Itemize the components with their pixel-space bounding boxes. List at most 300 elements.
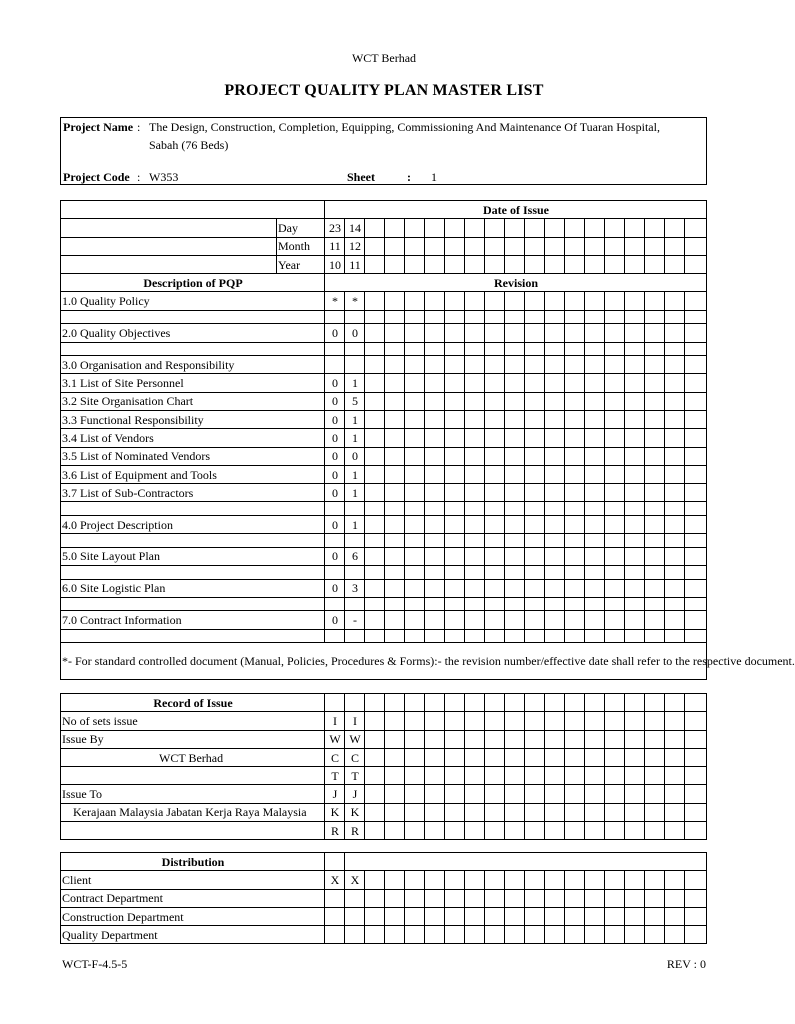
revision-cell (405, 310, 425, 324)
revision-cell (645, 342, 665, 356)
project-code-label: Project Code (63, 170, 130, 184)
revision-cell (685, 767, 707, 785)
revision-cell (545, 292, 565, 310)
revision-cell: * (325, 292, 345, 310)
distribution-mark (585, 889, 605, 907)
revision-cell (385, 515, 405, 533)
revision-cell (645, 255, 665, 273)
revision-cell: J (345, 785, 365, 803)
distribution-mark (425, 907, 445, 925)
distribution-mark (385, 907, 405, 925)
revision-cell (665, 730, 685, 748)
revision-cell (685, 597, 707, 611)
project-code-colon: : (137, 170, 141, 184)
revision-cell (645, 767, 665, 785)
revision-cell (405, 785, 425, 803)
revision-cell (385, 579, 405, 597)
revision-cell (525, 237, 545, 255)
revision-cell (665, 597, 685, 611)
distribution-mark (525, 926, 545, 944)
revision-cell (345, 597, 365, 611)
revision-cell (525, 255, 545, 273)
revision-cell (625, 410, 645, 428)
pqp-item: 3.7 List of Sub-Contractors (61, 484, 325, 502)
distribution-mark (625, 926, 645, 944)
distribution-row-label: Contract Department (61, 889, 325, 907)
table-row (61, 926, 707, 944)
issue-table (60, 200, 795, 680)
pqp-item: 3.1 List of Site Personnel (61, 374, 325, 392)
table-row (61, 889, 707, 907)
revision-cell (625, 356, 645, 374)
revision-cell (365, 447, 385, 465)
revision-cell (465, 237, 485, 255)
revision-cell (445, 219, 465, 237)
revision-cell (645, 712, 665, 730)
revision-cell (605, 785, 625, 803)
revision-cell (585, 324, 605, 342)
revision-cell (645, 465, 665, 483)
revision-cell (525, 785, 545, 803)
revision-cell (425, 502, 445, 516)
revision-cell (645, 410, 665, 428)
distribution-mark (625, 907, 645, 925)
revision-cell (405, 392, 425, 410)
table-row (61, 219, 707, 237)
revision-cell (405, 712, 425, 730)
revision-cell (585, 611, 605, 629)
revision-cell (425, 429, 445, 447)
revision-cell (445, 822, 465, 840)
revision-cell (325, 694, 345, 712)
revision-cell (645, 611, 665, 629)
revision-cell (565, 547, 585, 565)
revision-cell (605, 597, 625, 611)
revision-cell (545, 310, 565, 324)
revision-cell (365, 629, 385, 643)
table-row (61, 201, 707, 219)
revision-cell (485, 515, 505, 533)
revision-cell: 10 (325, 255, 345, 273)
revision-cell (505, 597, 525, 611)
revision-cell (685, 342, 707, 356)
revision-cell (505, 356, 525, 374)
distribution-mark (385, 926, 405, 944)
revision-cell: 0 (325, 611, 345, 629)
distribution-mark (445, 871, 465, 889)
revision-cell (665, 502, 685, 516)
revision-cell (685, 730, 707, 748)
revision-cell (545, 515, 565, 533)
revision-cell (385, 597, 405, 611)
revision-cell (505, 547, 525, 565)
revision-cell (385, 785, 405, 803)
distribution-mark (385, 871, 405, 889)
distribution-header: Distribution (61, 853, 325, 871)
revision-cell: - (345, 611, 365, 629)
revision-cell (565, 429, 585, 447)
revision-cell (585, 515, 605, 533)
revision-cell (525, 219, 545, 237)
revision-cell (405, 822, 425, 840)
revision-cell (585, 410, 605, 428)
revision-cell (685, 410, 707, 428)
distribution-mark (445, 907, 465, 925)
distribution-mark (365, 907, 385, 925)
revision-cell (365, 785, 385, 803)
revision-cell (465, 748, 485, 766)
revision-cell (625, 502, 645, 516)
revision-cell (425, 785, 445, 803)
revision-cell (645, 730, 665, 748)
date-of-issue-header: Date of Issue (325, 201, 707, 219)
revision-cell (385, 484, 405, 502)
revision-cell (605, 429, 625, 447)
distribution-mark (665, 889, 685, 907)
revision-cell (365, 255, 385, 273)
revision-cell (425, 730, 445, 748)
table-row (61, 730, 707, 748)
distribution-mark (565, 907, 585, 925)
revision-cell (585, 310, 605, 324)
distribution-mark (365, 926, 385, 944)
revision-cell (525, 342, 545, 356)
revision-cell (645, 629, 665, 643)
revision-cell (685, 502, 707, 516)
revision-cell (565, 822, 585, 840)
project-name-label: Project Name (63, 120, 134, 134)
distribution-mark (685, 889, 707, 907)
distribution-mark (525, 907, 545, 925)
revision-cell (505, 767, 525, 785)
revision-cell (545, 410, 565, 428)
revision-cell (565, 579, 585, 597)
revision-cell (445, 292, 465, 310)
revision-cell (365, 803, 385, 821)
revision-cell (385, 767, 405, 785)
revision-cell (665, 310, 685, 324)
revision-cell (625, 566, 645, 580)
blank-cell (61, 255, 277, 273)
revision-cell (525, 534, 545, 548)
revision-cell (685, 219, 707, 237)
revision-cell (665, 324, 685, 342)
revision-cell (565, 629, 585, 643)
revision-cell (485, 534, 505, 548)
distribution-mark (565, 889, 585, 907)
revision-cell: I (345, 712, 365, 730)
revision-cell (685, 785, 707, 803)
table-row (61, 292, 707, 310)
distribution-mark (425, 871, 445, 889)
revision-cell: K (345, 803, 365, 821)
revision-cell (625, 447, 645, 465)
revision-cell (525, 597, 545, 611)
revision-cell (445, 566, 465, 580)
revision-cell (505, 219, 525, 237)
revision-cell (625, 465, 645, 483)
revision-cell (465, 547, 485, 565)
month-row-label: Month (277, 237, 325, 255)
distribution-row-label: Construction Department (61, 907, 325, 925)
table-row (61, 342, 707, 356)
revision-cell (585, 785, 605, 803)
revision-cell: W (345, 730, 365, 748)
revision-cell (425, 694, 445, 712)
revision-cell (445, 767, 465, 785)
revision-cell (465, 730, 485, 748)
revision-cell (385, 237, 405, 255)
revision-cell (445, 502, 465, 516)
revision-cell (365, 429, 385, 447)
issue-to-name: Kerajaan Malaysia Jabatan Kerja Raya Malaysia (61, 803, 325, 821)
revision-cell (665, 410, 685, 428)
revision-cell: 0 (345, 447, 365, 465)
revision-cell: T (325, 767, 345, 785)
revision-cell (445, 237, 465, 255)
revision-note: *- For standard controlled document (Manual, Policies, Procedures & Forms):- the revision number/effective date shall refer to the respective document. (61, 643, 707, 680)
revision-cell (605, 324, 625, 342)
revision-cell (365, 310, 385, 324)
revision-cell (465, 410, 485, 428)
revision-cell (685, 579, 707, 597)
revision-cell (405, 629, 425, 643)
revision-cell (425, 597, 445, 611)
revision-cell (485, 579, 505, 597)
revision-cell (565, 502, 585, 516)
revision-cell: 0 (325, 429, 345, 447)
revision-cell (525, 392, 545, 410)
revision-cell: C (345, 748, 365, 766)
table-row (61, 502, 707, 516)
revision-cell (365, 219, 385, 237)
revision-cell: R (345, 822, 365, 840)
revision-cell (545, 822, 565, 840)
distribution-mark (365, 889, 385, 907)
revision-cell: R (325, 822, 345, 840)
revision-cell (365, 767, 385, 785)
pqp-item: 1.0 Quality Policy (61, 292, 325, 310)
distribution-mark (345, 926, 365, 944)
revision-cell (605, 767, 625, 785)
pqp-item: 3.2 Site Organisation Chart (61, 392, 325, 410)
revision-cell (505, 803, 525, 821)
revision-cell (445, 748, 465, 766)
revision-cell (425, 310, 445, 324)
revision-cell (425, 611, 445, 629)
table-row (61, 410, 707, 428)
revision-cell (645, 484, 665, 502)
pqp-item: 6.0 Site Logistic Plan (61, 579, 325, 597)
distribution-mark (385, 889, 405, 907)
revision-cell (525, 611, 545, 629)
revision-cell (485, 237, 505, 255)
company-name: WCT Berhad (351, 51, 417, 65)
revision-cell: 0 (325, 465, 345, 483)
revision-cell (545, 392, 565, 410)
revision-cell (565, 237, 585, 255)
revision-cell (425, 629, 445, 643)
revision-cell (605, 694, 625, 712)
revision-cell (485, 712, 505, 730)
revision-cell (665, 237, 685, 255)
revision-cell (485, 502, 505, 516)
revision-cell (645, 597, 665, 611)
revision-cell (365, 515, 385, 533)
revision-cell (585, 429, 605, 447)
table-row (61, 579, 707, 597)
table-row (61, 547, 707, 565)
revision-cell (445, 629, 465, 643)
distribution-mark (565, 926, 585, 944)
revision-cell (465, 803, 485, 821)
revision-cell (625, 803, 645, 821)
revision-cell (405, 255, 425, 273)
distribution-mark (545, 926, 565, 944)
revision-cell (605, 748, 625, 766)
revision-cell (685, 566, 707, 580)
revision-cell (405, 502, 425, 516)
revision-cell (625, 730, 645, 748)
revision-cell (545, 629, 565, 643)
revision-cell (405, 374, 425, 392)
revision-cell (585, 219, 605, 237)
revision-cell (465, 534, 485, 548)
revision-cell (645, 803, 665, 821)
revision-cell (445, 255, 465, 273)
distribution-mark (325, 907, 345, 925)
revision-cell (365, 730, 385, 748)
distribution-mark (405, 889, 425, 907)
revision-cell: 1 (345, 465, 365, 483)
revision-cell (585, 465, 605, 483)
revision-cell (645, 502, 665, 516)
table-row (61, 712, 707, 730)
revision-cell (605, 579, 625, 597)
revision-cell (605, 611, 625, 629)
revision-cell: 0 (325, 579, 345, 597)
revision-cell (605, 712, 625, 730)
revision-cell (325, 566, 345, 580)
revision-cell: 1 (345, 429, 365, 447)
revision-cell (585, 547, 605, 565)
revision-cell (405, 356, 425, 374)
revision-cell (485, 310, 505, 324)
revision-header: Revision (325, 274, 707, 292)
blank-cell (61, 219, 277, 237)
revision-cell (505, 447, 525, 465)
revision-cell (685, 292, 707, 310)
revision-cell (605, 237, 625, 255)
revision-cell (625, 292, 645, 310)
revision-cell (505, 611, 525, 629)
revision-cell (465, 374, 485, 392)
revision-cell (685, 694, 707, 712)
revision-cell: W (325, 730, 345, 748)
distribution-mark (465, 926, 485, 944)
table-row (61, 748, 707, 766)
revision-cell (585, 712, 605, 730)
revision-cell (485, 730, 505, 748)
record-of-issue-header: Record of Issue (61, 694, 325, 712)
revision-cell (405, 694, 425, 712)
revision-cell (505, 237, 525, 255)
revision-cell (365, 465, 385, 483)
revision-cell (625, 219, 645, 237)
revision-cell (485, 219, 505, 237)
blank-cell (61, 201, 325, 219)
revision-cell (685, 629, 707, 643)
blank-cell (61, 502, 325, 516)
blank-cell (61, 597, 325, 611)
table-row (61, 767, 707, 785)
project-name-colon: : (137, 120, 141, 134)
revision-cell (485, 255, 505, 273)
revision-cell (565, 566, 585, 580)
revision-cell (465, 219, 485, 237)
revision-cell (605, 292, 625, 310)
revision-cell (485, 767, 505, 785)
distribution-mark (585, 907, 605, 925)
revision-cell (485, 803, 505, 821)
revision-cell (525, 748, 545, 766)
revision-cell (585, 237, 605, 255)
day-row-label: Day (277, 219, 325, 237)
revision-cell (505, 429, 525, 447)
revision-cell (465, 392, 485, 410)
revision-cell (665, 748, 685, 766)
revision-cell (485, 292, 505, 310)
revision-cell: 0 (325, 392, 345, 410)
revision-cell (345, 342, 365, 356)
revision-cell (445, 356, 465, 374)
revision-cell (685, 429, 707, 447)
revision-cell (545, 447, 565, 465)
revision-cell (465, 712, 485, 730)
revision-cell (465, 310, 485, 324)
revision-cell (625, 597, 645, 611)
revision-cell (565, 803, 585, 821)
revision-cell (625, 392, 645, 410)
revision-cell (565, 447, 585, 465)
revision-cell (385, 694, 405, 712)
distribution-mark (505, 907, 525, 925)
table-row (61, 237, 707, 255)
revision-cell (425, 579, 445, 597)
revision-cell: 0 (325, 374, 345, 392)
revision-cell (605, 255, 625, 273)
year-row-label: Year (277, 255, 325, 273)
table-row (61, 803, 707, 821)
revision-cell (525, 515, 545, 533)
revision-cell (505, 484, 525, 502)
revision-cell (665, 611, 685, 629)
revision-cell (605, 484, 625, 502)
revision-cell (445, 579, 465, 597)
revision-cell (545, 502, 565, 516)
revision-cell (565, 324, 585, 342)
revision-cell (485, 597, 505, 611)
revision-cell (665, 694, 685, 712)
table-row (61, 255, 707, 273)
revision-cell (525, 310, 545, 324)
revision-cell (465, 342, 485, 356)
revision-cell (405, 611, 425, 629)
revision-cell (325, 629, 345, 643)
description-header: Description of PQP (61, 274, 325, 292)
revision-cell (645, 374, 665, 392)
table-row (61, 429, 707, 447)
